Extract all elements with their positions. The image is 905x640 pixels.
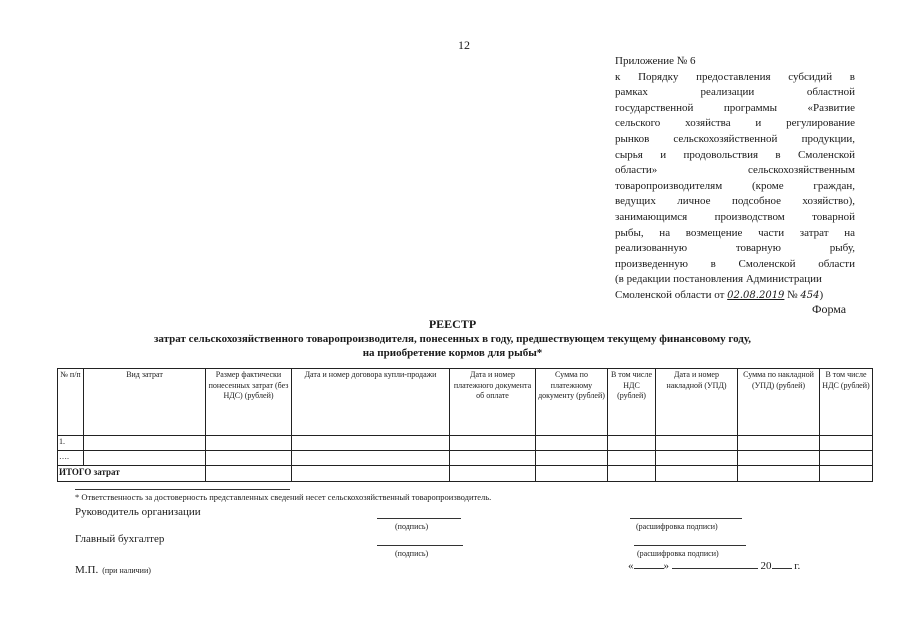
row-number: 1. [58, 436, 84, 451]
form-label: Форма [812, 302, 847, 316]
accountant-signature-line[interactable] [377, 545, 463, 546]
closing-paren: ) [819, 288, 824, 301]
column-header: Вид затрат [84, 369, 206, 436]
appendix-line: занимающимся производством товарной [615, 210, 855, 223]
year-suffix: г. [794, 560, 801, 572]
column-header: Дата и номер договора купли-продажи [292, 369, 450, 436]
date-open-quote: « [628, 560, 634, 572]
number-sign: № [787, 288, 798, 301]
head-of-organization-label: Руководитель организации [75, 506, 201, 518]
stamp-note: (при наличии) [102, 566, 151, 575]
appendix-line: рынков сельскохозяйственной продукции, [615, 132, 855, 145]
appendix-line: сырья и продовольствия в Смоленской [615, 148, 855, 161]
table-cell[interactable] [292, 436, 450, 451]
table-cell[interactable] [292, 466, 450, 482]
signature-caption: (подпись) [395, 522, 429, 531]
table-cell[interactable] [450, 436, 536, 451]
register-subtitle-line2: на приобретение кормов для рыбы* [362, 347, 543, 359]
register-title: РЕЕСТР [428, 317, 477, 331]
accountant-transcript-line[interactable] [634, 545, 746, 546]
appendix-line: ведущих личное подсобное хозяйство), [615, 195, 855, 208]
table-cell[interactable] [820, 451, 873, 466]
table-cell[interactable] [738, 436, 820, 451]
table-cell[interactable] [536, 451, 608, 466]
table-cell[interactable] [656, 451, 738, 466]
table-cell[interactable] [206, 466, 292, 482]
table-cell[interactable] [84, 451, 206, 466]
appendix-line: реализованную товарную рыбу, [615, 242, 855, 255]
footnote: * Ответственность за достоверность представленных сведений несет сельскохозяйственный товаропроизводитель. [75, 492, 492, 502]
appendix-line: Приложение № 6 [615, 55, 696, 67]
transcript-caption: (расшифровка подписи) [637, 549, 719, 558]
table-cell[interactable] [536, 466, 608, 482]
year-prefix: 20 [760, 560, 772, 572]
table-cell[interactable] [820, 466, 873, 482]
table-cell[interactable] [206, 436, 292, 451]
appendix-line: рамках реализации областной [615, 86, 855, 99]
table-cell[interactable] [536, 436, 608, 451]
signature-caption: (подпись) [395, 549, 429, 558]
table-cell[interactable] [820, 436, 873, 451]
head-transcript-line[interactable] [630, 518, 742, 519]
column-header: В том числе НДС (рублей) [820, 369, 873, 436]
column-header: В том числе НДС (рублей) [608, 369, 656, 436]
chief-accountant-label: Главный бухгалтер [75, 533, 165, 545]
column-header: Сумма по накладной (УПД) (рублей) [738, 369, 820, 436]
table-cell[interactable] [656, 436, 738, 451]
row-number: …. [58, 451, 84, 466]
month-blank[interactable] [672, 568, 758, 569]
stamp-label: М.П. [75, 564, 99, 576]
appendix-line: области» сельскохозяйственным [615, 164, 855, 177]
stamp-area [75, 560, 151, 578]
table-cell[interactable] [656, 466, 738, 482]
appendix-block [615, 54, 855, 304]
total-label: ИТОГО затрат [58, 466, 206, 482]
amendment-date: 02.08.2019 [727, 289, 785, 301]
year-blank[interactable] [772, 568, 792, 569]
table-cell[interactable] [84, 436, 206, 451]
table-row [58, 451, 873, 466]
head-signature-line[interactable] [377, 518, 461, 519]
table-row [58, 436, 873, 451]
appendix-line: рыбы, на возмещение части затрат на [615, 226, 855, 239]
transcript-caption: (расшифровка подписи) [636, 522, 718, 531]
appendix-line: товаропроизводителям (кроме граждан, [615, 179, 855, 192]
date-field [628, 560, 800, 572]
column-header: Дата и номер платежного документа об оплате [450, 369, 536, 436]
day-blank[interactable] [634, 568, 664, 569]
total-row [58, 466, 873, 482]
table-cell[interactable] [738, 466, 820, 482]
column-header: Дата и номер накладной (УПД) [656, 369, 738, 436]
register-table [57, 368, 873, 482]
appendix-line: государственной программы «Развитие [615, 101, 855, 114]
table-cell[interactable] [450, 451, 536, 466]
amendment-number: 454 [800, 289, 820, 301]
table-header-row [58, 369, 873, 436]
page-number: 12 [458, 38, 470, 52]
appendix-line-prefix: Смоленской области от [615, 288, 725, 301]
column-header: Размер фактически понесенных затрат (без НДС) (рублей) [206, 369, 292, 436]
table-cell[interactable] [292, 451, 450, 466]
table-cell[interactable] [738, 451, 820, 466]
appendix-line: произведенную в Смоленской области [615, 257, 855, 270]
table-cell[interactable] [206, 451, 292, 466]
appendix-line: к Порядку предоставления субсидий в [615, 70, 855, 83]
register-subtitle-line1: затрат сельскохозяйственного товаропроизводителя, понесенных в году, предшествующем текущему финансовому году, [153, 333, 752, 345]
appendix-line: сельского хозяйства и регулирование [615, 117, 855, 130]
appendix-line: (в редакции постановления Администрации [615, 273, 822, 286]
column-header: № п/п [58, 369, 84, 436]
table-cell[interactable] [608, 451, 656, 466]
table-cell[interactable] [450, 466, 536, 482]
footnote-separator [75, 489, 290, 490]
table-cell[interactable] [608, 466, 656, 482]
column-header: Сумма по платежному документу (рублей) [536, 369, 608, 436]
table-cell[interactable] [608, 436, 656, 451]
date-close-quote: » [663, 560, 669, 572]
